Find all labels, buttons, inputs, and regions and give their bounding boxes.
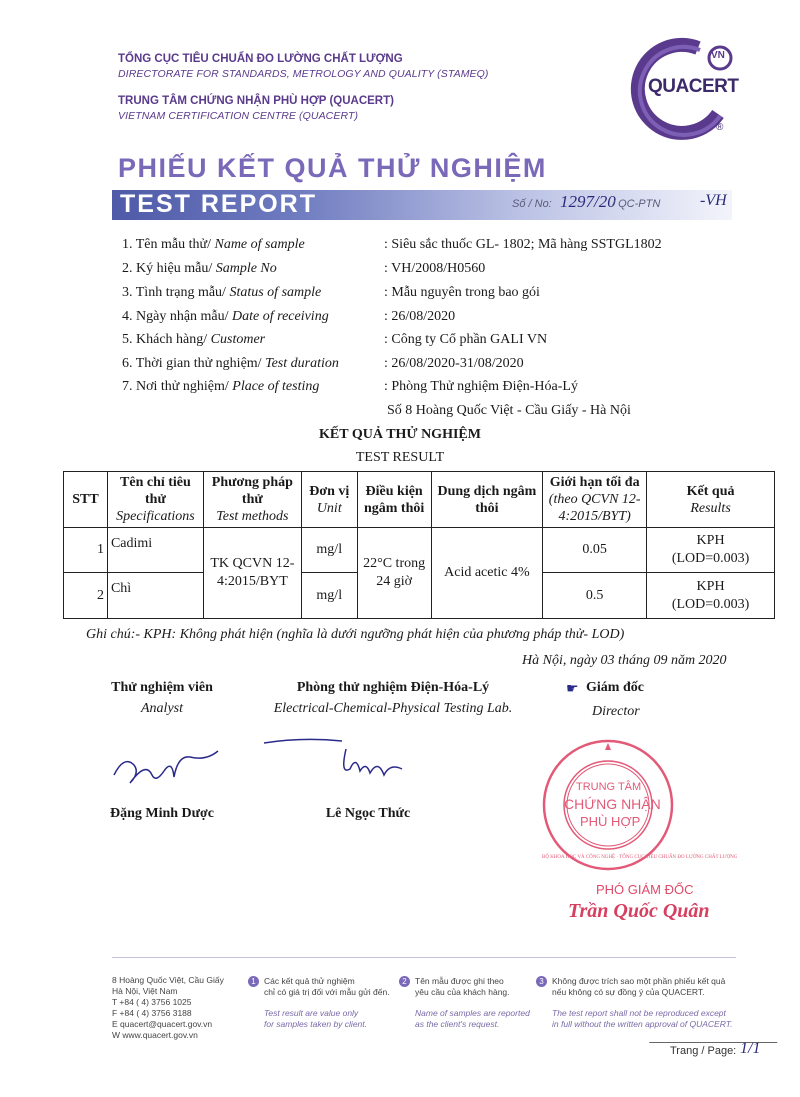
- col-stt: STT: [72, 492, 99, 507]
- title-vn: PHIẾU KẾT QUẢ THỬ NGHIỆM: [118, 153, 547, 183]
- analyst-title-vn: Thử nghiệm viên: [111, 680, 213, 695]
- cell-method: TK QCVN 12-4:2015/BYT: [203, 528, 301, 619]
- analyst-name: Đặng Minh Dược: [109, 806, 215, 821]
- info-row: 7. Nơi thử nghiệm/ Place of testing : Phòng Thử nghiệm Điện-Hóa-Lý: [122, 379, 578, 394]
- centre-name-en: VIETNAM CERTIFICATION CENTRE (QUACERT): [118, 110, 359, 122]
- cell-condition: 22°C trong 24 giờ: [357, 528, 431, 619]
- logo-vn: VN: [711, 50, 725, 61]
- quacert-logo: [628, 34, 739, 140]
- lab-signature: [262, 735, 412, 795]
- cell-spec: Cadimi: [107, 528, 203, 573]
- col-unit-en: Unit: [316, 500, 342, 516]
- col-limit-en: (theo QCVN 12-4:2015/BYT): [548, 492, 641, 524]
- footer-note-number: 3: [536, 976, 547, 987]
- footer-note-en: The test report shall not be reproduced except in full without the written approval of QUACERT.: [552, 1008, 733, 1029]
- result-title-vn: KẾT QUẢ THỬ NGHIỆM: [319, 427, 481, 442]
- cell-result: KPH (LOD=0.003): [647, 528, 775, 573]
- col-limit-vn: Giới hạn tối đa: [549, 475, 640, 490]
- col-spec-en: Specifications: [116, 509, 195, 524]
- footer-note-vn: Không được trích sao một phần phiếu kết quả nếu không có sự đồng ý của QUACERT.: [552, 976, 726, 997]
- cell-limit: 0.05: [543, 528, 647, 573]
- title-en: TEST REPORT: [120, 190, 318, 218]
- col-method-en: Test methods: [216, 509, 289, 524]
- table-row: [64, 528, 775, 573]
- col-solution: Dung dịch ngâm thôi: [437, 483, 537, 516]
- official-stamp: [538, 735, 738, 875]
- col-result-en: Results: [690, 500, 731, 516]
- place-address: Số 8 Hoàng Quốc Việt - Cầu Giấy - Hà Nội: [387, 403, 631, 418]
- deputy-title: PHÓ GIÁM ĐỐC: [596, 882, 694, 897]
- logo-registered: ®: [716, 122, 724, 133]
- deputy-name: Trần Quốc Quân: [568, 900, 710, 922]
- footer-address: 8 Hoàng Quốc Việt, Cầu Giấy Hà Nội, Việt Nam T +84 ( 4) 3756 1025 F +84 ( 4) 3756 3188 E quacert@quacert.gov.vn W www.quacert.gov.vn: [112, 975, 224, 1040]
- director-title-en: Director: [592, 704, 640, 719]
- cell-spec: Chì: [107, 573, 203, 619]
- info-row: 1. Tên mẫu thử/ Name of sample : Siêu sắc thuốc GL- 1802; Mã hàng SSTGL1802: [122, 237, 662, 252]
- col-condition: Điều kiện ngâm thôi: [363, 483, 425, 516]
- cell-limit: 0.5: [543, 573, 647, 619]
- lab-title-en: Electrical-Chemical-Physical Testing Lab.: [273, 701, 513, 716]
- report-number-label: Số / No:: [512, 198, 552, 210]
- stamp-ring-text: BỘ KHOA HỌC VÀ CÔNG NGHỆ · TỔNG CỤC TIÊU CHUẨN ĐO LƯỜNG CHẤT LƯỢNG: [542, 855, 738, 860]
- note: Ghi chú:- KPH: Không phát hiện (nghĩa là dưới ngưỡng phát hiện của phương pháp thử- LOD): [86, 627, 625, 642]
- org-name-en: DIRECTORATE FOR STANDARDS, METROLOGY AND QUALITY (STAMEQ): [118, 68, 489, 80]
- org-name-vn: TỔNG CỤC TIÊU CHUẨN ĐO LƯỜNG CHẤT LƯỢNG: [118, 53, 403, 65]
- footer-divider: [112, 957, 736, 958]
- info-row: 3. Tình trạng mẫu/ Status of sample : Mẫu nguyên trong bao gói: [122, 285, 540, 300]
- cell-unit: mg/l: [301, 573, 357, 619]
- issue-date: Hà Nội, ngày 03 tháng 09 năm 2020: [522, 653, 727, 668]
- info-row: 4. Ngày nhận mẫu/ Date of receiving : 26/08/2020: [122, 309, 456, 324]
- report-number-hand: -VH: [700, 192, 727, 209]
- footer-note-vn: Tên mẫu được ghi theo yêu cầu của khách hàng.: [415, 976, 510, 997]
- cell-solution: Acid acetic 4%: [431, 528, 543, 619]
- stamp-line3: PHÙ HỢP: [580, 814, 641, 829]
- footer-note-number: 1: [248, 976, 259, 987]
- footer-note-vn: Các kết quả thử nghiệm chỉ có giá trị đối với mẫu gửi đến.: [264, 976, 390, 997]
- cell-stt: 1: [64, 528, 108, 573]
- lab-name: Lê Ngọc Thức: [325, 806, 411, 821]
- stamp-line2: CHỨNG NHẬN: [564, 796, 661, 812]
- report-number-suffix: / QC-PTN: [612, 198, 661, 210]
- result-title-en: TEST RESULT: [355, 450, 445, 465]
- logo-text: QUACERT: [648, 76, 739, 97]
- results-table: [63, 471, 775, 619]
- info-row: 6. Thời gian thử nghiệm/ Test duration : 26/08/2020-31/08/2020: [122, 356, 524, 371]
- table-header-row: [64, 472, 775, 528]
- col-result-vn: Kết quả: [686, 483, 735, 499]
- analyst-signature: [106, 735, 226, 795]
- footer-note-en: Name of samples are reported as the client's request.: [415, 1008, 530, 1029]
- col-unit-vn: Đơn vị: [309, 483, 350, 499]
- lab-title-vn: Phòng thử nghiệm Điện-Hóa-Lý: [296, 680, 490, 695]
- info-row: 5. Khách hàng/ Customer : Công ty Cổ phần GALI VN: [122, 332, 548, 347]
- cell-result: KPH (LOD=0.003): [647, 573, 775, 619]
- stamp-line1: TRUNG TÂM: [576, 781, 642, 793]
- analyst-title-en: Analyst: [141, 701, 183, 716]
- report-number: 1297/20: [560, 192, 616, 211]
- col-spec-vn: Tên chỉ tiêu thử: [120, 475, 191, 507]
- footer-note-number: 2: [399, 976, 410, 987]
- page-label: Trang / Page:: [670, 1045, 737, 1057]
- cell-stt: 2: [64, 573, 108, 619]
- director-title-vn: Giám đốc: [586, 680, 644, 695]
- col-method-vn: Phương pháp thử: [211, 475, 293, 507]
- page-number: 1/1: [740, 1040, 761, 1057]
- cell-unit: mg/l: [301, 528, 357, 573]
- info-row: 2. Ký hiệu mẫu/ Sample No : VH/2008/H0560: [122, 261, 486, 276]
- hand-pointer-icon: ☛: [566, 682, 579, 697]
- footer-note-en: Test result are value only for samples taken by client.: [264, 1008, 367, 1029]
- centre-name-vn: TRUNG TÂM CHỨNG NHẬN PHÙ HỢP (QUACERT): [118, 95, 394, 107]
